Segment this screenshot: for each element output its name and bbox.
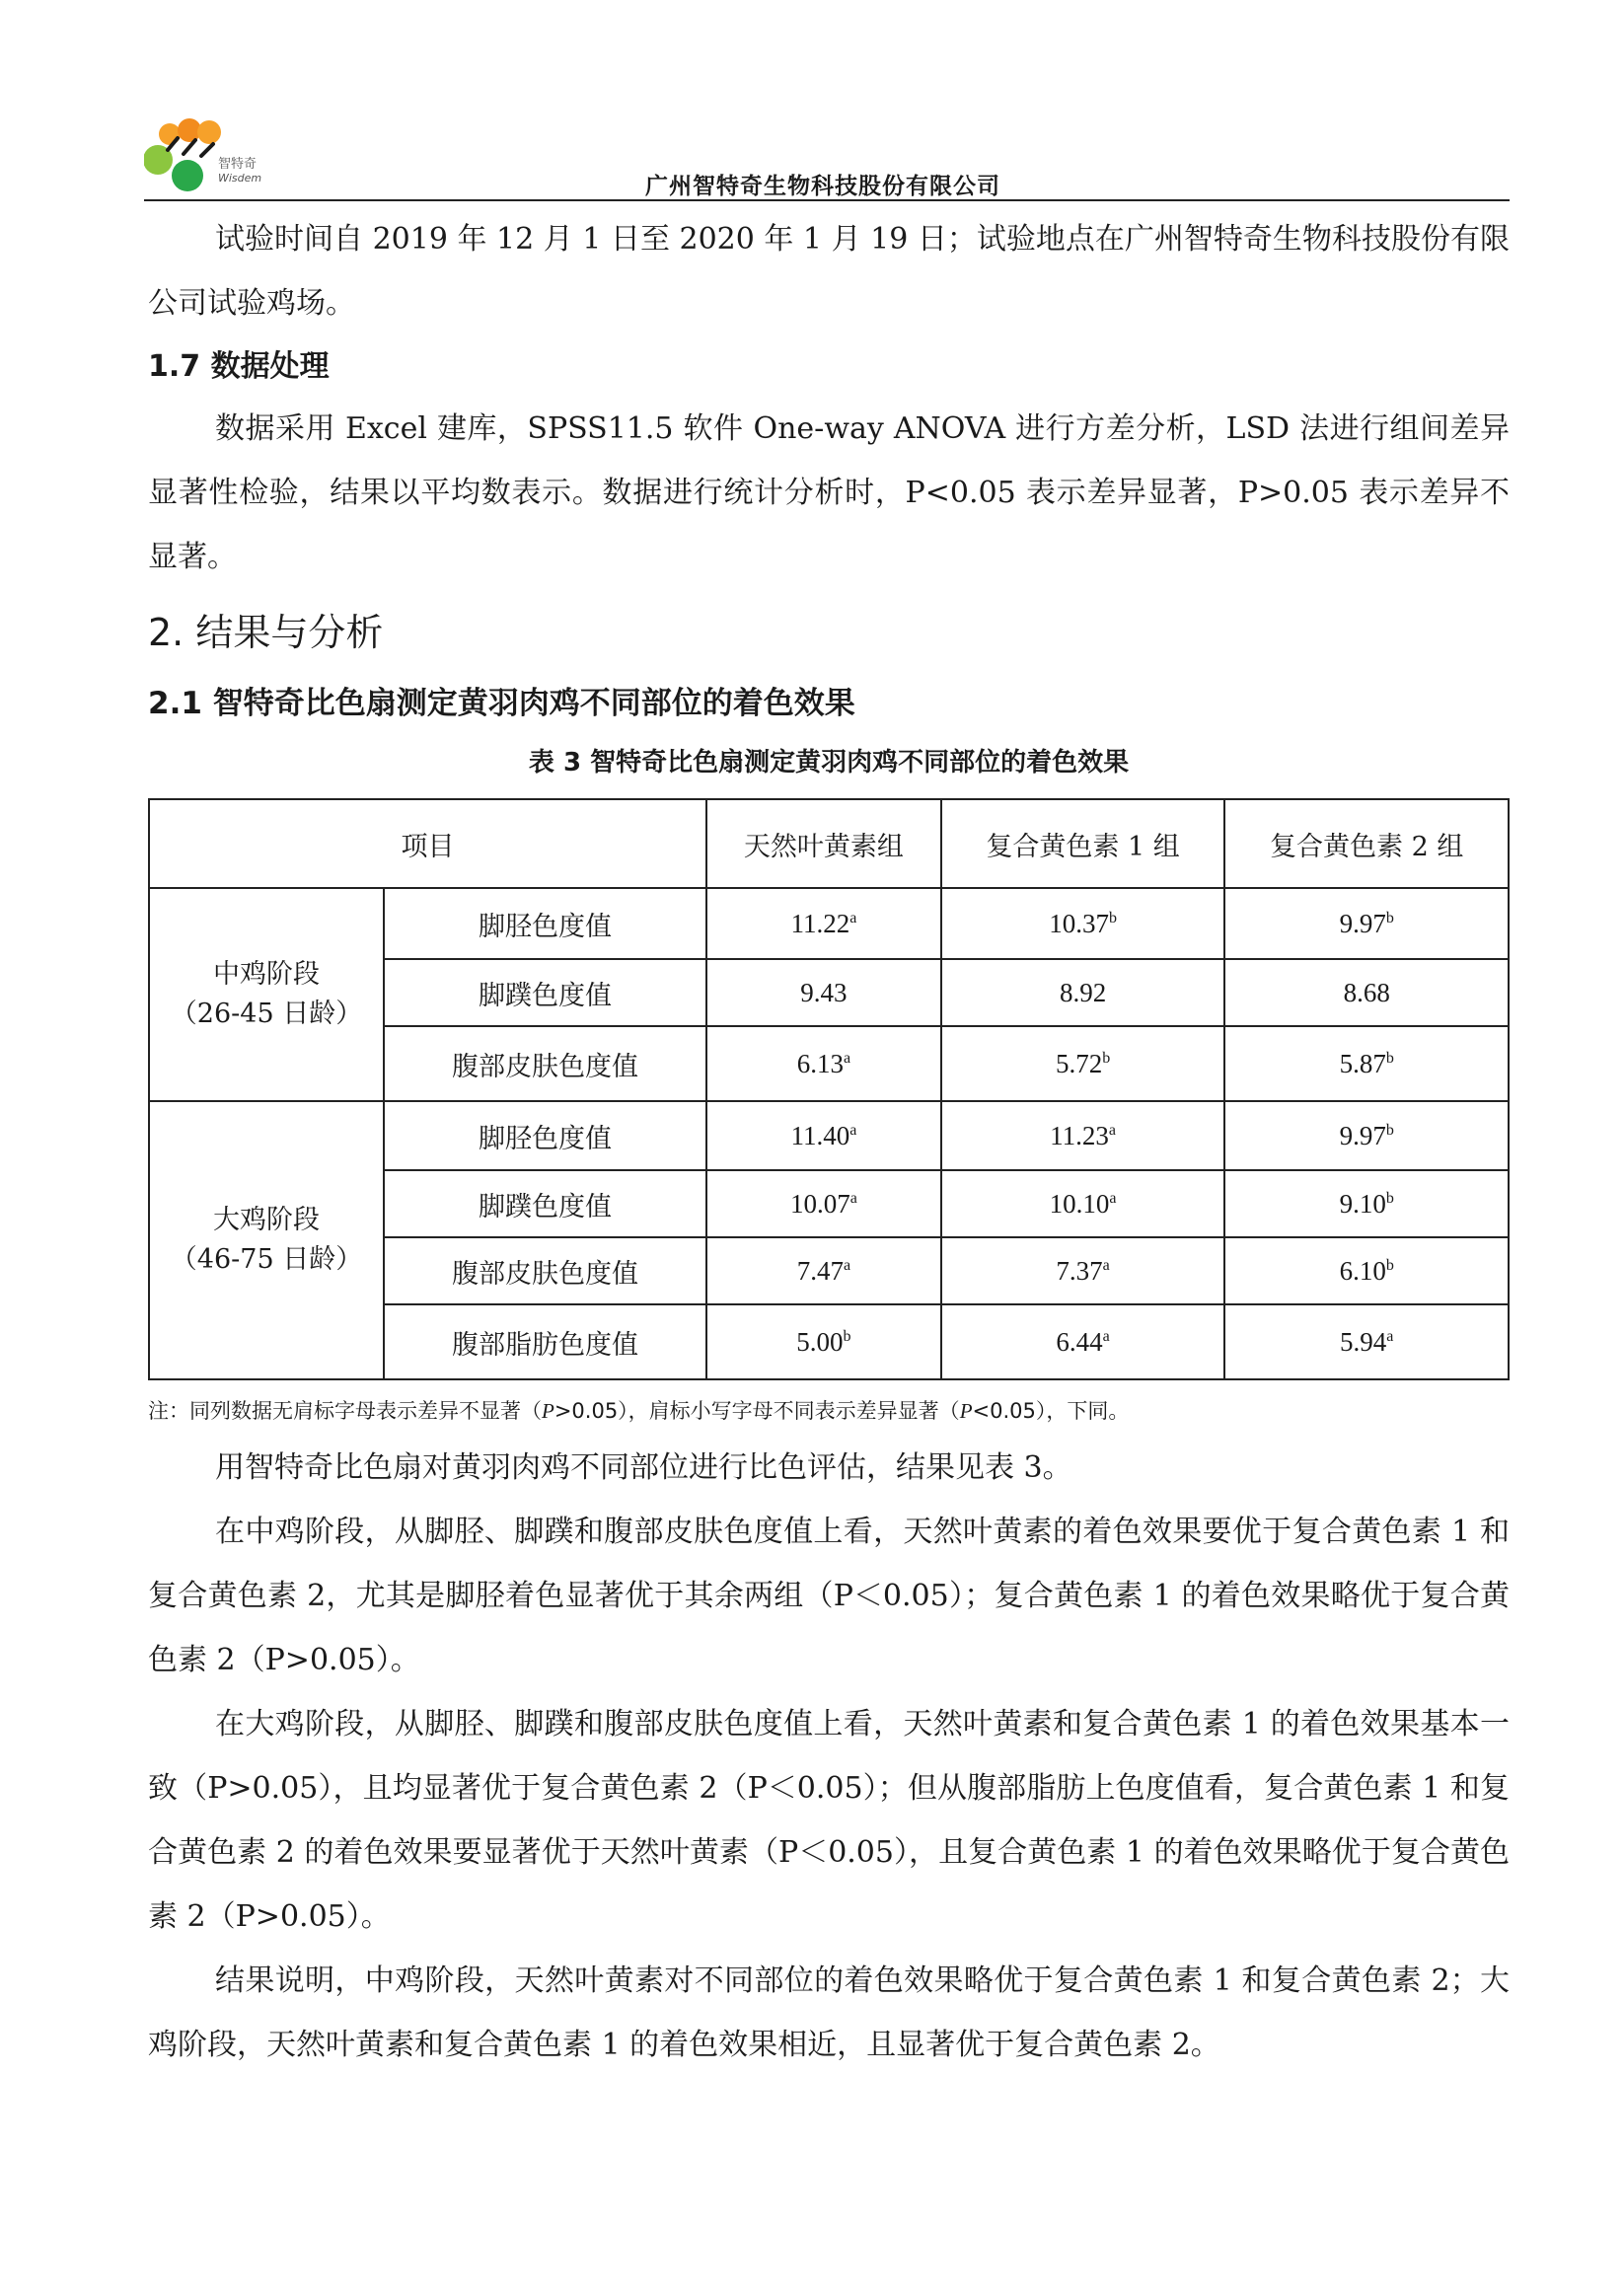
analysis-paragraph-4: 结果说明，中鸡阶段，天然叶黄素对不同部位的着色效果略优于复合黄色素 1 和复合黄色素 2；大鸡阶段，天然叶黄素和复合黄色素 1 的着色效果相近，且显著优于复合黄色素 2。 bbox=[148, 1963, 1510, 2062]
table-row bbox=[149, 888, 1509, 959]
value-cell: 8.68 bbox=[1224, 959, 1509, 1026]
logo-wordmark bbox=[218, 158, 261, 185]
stage-cell-medium bbox=[149, 888, 384, 1101]
header-compound-1: 复合黄色素 1 组 bbox=[941, 799, 1225, 888]
table-header-row bbox=[149, 799, 1509, 888]
value-cell: 9.43 bbox=[706, 959, 941, 1026]
logo-en-text: Wisdem bbox=[218, 172, 262, 185]
value-cell: 10.10$^a$ bbox=[941, 1170, 1225, 1237]
results-table bbox=[148, 798, 1510, 1380]
value-cell: 11.23$^a$ bbox=[941, 1101, 1225, 1170]
data-processing-paragraph: 数据采用 Excel 建库，SPSS11.5 软件 One-way ANOVA 进行方差分析，LSD 法进行组间差异显著性检验，结果以平均数表示。数据进行统计分析时，P<0.05 表示差异显著，P>0.05 表示差异不显著。 bbox=[148, 411, 1510, 574]
item-cell: 腹部皮肤色度值 bbox=[384, 1026, 706, 1101]
table-row bbox=[149, 1101, 1509, 1170]
table-note: 注：同列数据无肩标字母表示差异不显著（P>0.05），肩标小写字母不同表示差异显著（P<0.05），下同。 bbox=[148, 1399, 1130, 1423]
value-cell: 7.47$^a$ bbox=[706, 1237, 941, 1304]
company-logo bbox=[144, 111, 282, 199]
analysis-paragraph-1: 用智特奇比色扇对黄羽肉鸡不同部位进行比色评估，结果见表 3。 bbox=[215, 1450, 1072, 1485]
analysis-paragraph-3: 在大鸡阶段，从脚胫、脚蹼和腹部皮肤色度值上看，天然叶黄素和复合黄色素 1 的着色效果基本一致（P>0.05），且均显著优于复合黄色素 2（P＜0.05）；但从腹部脂肪上色度值看，复合黄色素 1 和复合黄色素 2 的着色效果要显著优于天然叶黄素（P＜0.05），且复合黄色素 1 的着色效果略优于复合黄色素 2（P>0.05）。 bbox=[148, 1707, 1510, 1934]
stage-range: （46-75 日龄） bbox=[170, 1244, 363, 1275]
value-cell: 9.97$^b$ bbox=[1224, 888, 1509, 959]
value-cell: 11.40$^a$ bbox=[706, 1101, 941, 1170]
section-2-1-heading: 2.1 智特奇比色扇测定黄羽肉鸡不同部位的着色效果 bbox=[148, 686, 855, 721]
value-cell: 8.92 bbox=[941, 959, 1225, 1026]
page-content bbox=[148, 207, 1510, 2077]
value-cell: 6.13$^a$ bbox=[706, 1026, 941, 1101]
logo-cn-text: 智特奇 bbox=[218, 157, 258, 172]
stage-name: 大鸡阶段 bbox=[213, 1205, 320, 1235]
section-2-heading: 2. 结果与分析 bbox=[148, 611, 384, 654]
stage-name: 中鸡阶段 bbox=[213, 959, 320, 990]
section-1-7-heading: 1.7 数据处理 bbox=[148, 349, 330, 384]
value-cell: 9.97$^b$ bbox=[1224, 1101, 1509, 1170]
value-cell: 6.44$^a$ bbox=[941, 1304, 1225, 1379]
header-rule bbox=[144, 199, 1510, 201]
item-cell: 脚蹼色度值 bbox=[384, 1170, 706, 1237]
value-cell: 6.10$^b$ bbox=[1224, 1237, 1509, 1304]
item-cell: 腹部脂肪色度值 bbox=[384, 1304, 706, 1379]
table-3-caption: 表 3 智特奇比色扇测定黄羽肉鸡不同部位的着色效果 bbox=[528, 748, 1130, 778]
value-cell: 5.00$^b$ bbox=[706, 1304, 941, 1379]
page-header bbox=[144, 111, 1510, 205]
trial-time-paragraph: 试验时间自 2019 年 12 月 1 日至 2020 年 1 月 19 日；试验地点在广州智特奇生物科技股份有限公司试验鸡场。 bbox=[148, 222, 1510, 321]
stage-cell-large bbox=[149, 1101, 384, 1379]
header-natural-lutein: 天然叶黄素组 bbox=[706, 799, 941, 888]
value-cell: 10.07$^a$ bbox=[706, 1170, 941, 1237]
stage-range: （26-45 日龄） bbox=[170, 999, 363, 1029]
value-cell: 11.22$^a$ bbox=[706, 888, 941, 959]
value-cell: 9.10$^b$ bbox=[1224, 1170, 1509, 1237]
company-name: 广州智特奇生物科技股份有限公司 bbox=[645, 174, 1000, 199]
header-item: 项目 bbox=[149, 799, 706, 888]
value-cell: 5.94$^a$ bbox=[1224, 1304, 1509, 1379]
value-cell: 7.37$^a$ bbox=[941, 1237, 1225, 1304]
header-compound-2: 复合黄色素 2 组 bbox=[1224, 799, 1509, 888]
value-cell: 10.37$^b$ bbox=[941, 888, 1225, 959]
value-cell: 5.87$^b$ bbox=[1224, 1026, 1509, 1101]
item-cell: 腹部皮肤色度值 bbox=[384, 1237, 706, 1304]
item-cell: 脚蹼色度值 bbox=[384, 959, 706, 1026]
item-cell: 脚胫色度值 bbox=[384, 888, 706, 959]
analysis-paragraph-2: 在中鸡阶段，从脚胫、脚蹼和腹部皮肤色度值上看，天然叶黄素的着色效果要优于复合黄色素 1 和复合黄色素 2，尤其是脚胫着色显著优于其余两组（P＜0.05）；复合黄色素 1 的着色效果略优于复合黄色素 2（P>0.05）。 bbox=[148, 1515, 1510, 1677]
value-cell: 5.72$^b$ bbox=[941, 1026, 1225, 1101]
item-cell: 脚胫色度值 bbox=[384, 1101, 706, 1170]
